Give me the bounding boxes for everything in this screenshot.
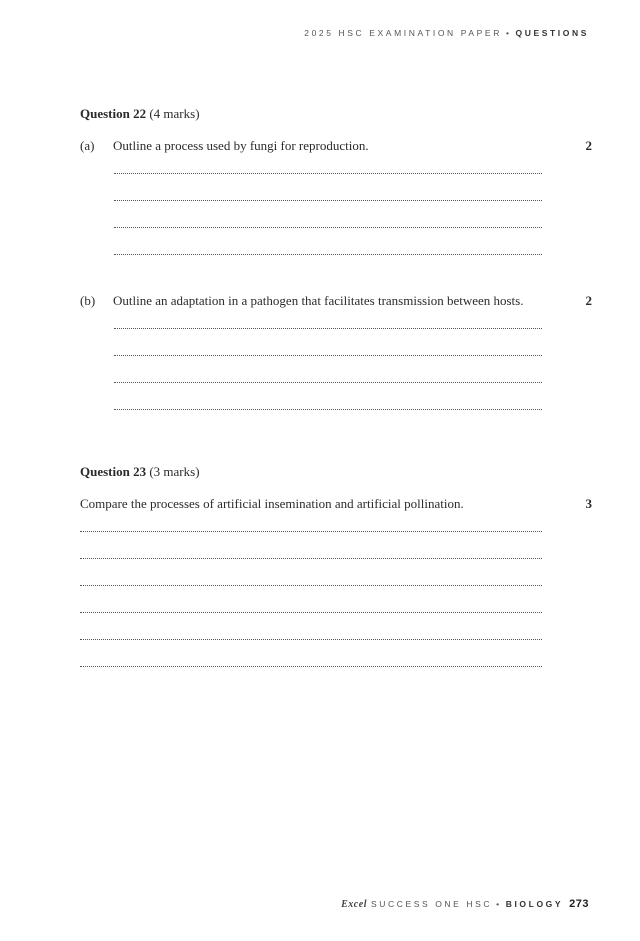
- part-label-a: (a): [80, 138, 95, 153]
- subject-label: BIOLOGY: [505, 899, 564, 909]
- brand-logo: Excel: [341, 899, 367, 910]
- answer-line-23-4[interactable]: [80, 612, 542, 613]
- answer-line-22b-2[interactable]: [114, 355, 542, 356]
- answer-line-22b-3[interactable]: [114, 382, 542, 383]
- question-23-marks-value: 3: [585, 496, 592, 511]
- section-label: QUESTIONS: [515, 28, 589, 38]
- answer-line-22a-4[interactable]: [114, 254, 542, 255]
- question-22a-text: Outline a process used by fungi for reproduction.: [113, 138, 369, 153]
- question-23-number: Question 23: [80, 464, 147, 479]
- page-number: 273: [569, 898, 589, 910]
- part-label-b: (b): [80, 293, 96, 308]
- answer-line-23-1[interactable]: [80, 531, 542, 532]
- question-23-text: Compare the processes of artificial insemination and artificial pollination.: [80, 496, 464, 511]
- answer-line-23-6[interactable]: [80, 666, 542, 667]
- running-header: [304, 28, 589, 38]
- answer-line-22a-2[interactable]: [114, 200, 542, 201]
- answer-line-23-2[interactable]: [80, 558, 542, 559]
- question-22b-text: Outline an adaptation in a pathogen that facilitates transmission between hosts.: [113, 293, 524, 308]
- running-footer: [341, 898, 589, 910]
- header-separator: •: [505, 28, 512, 38]
- question-23-heading: [80, 464, 200, 480]
- question-22-number: Question 22: [80, 106, 147, 121]
- question-23-marks: (3 marks): [149, 464, 200, 479]
- question-22-marks: (4 marks): [149, 106, 200, 121]
- question-22a-marks: 2: [585, 138, 592, 153]
- question-22-heading: [80, 106, 200, 122]
- answer-line-23-5[interactable]: [80, 639, 542, 640]
- answer-line-22a-3[interactable]: [114, 227, 542, 228]
- paper-title: 2025 HSC EXAMINATION PAPER: [304, 28, 502, 38]
- series-name: SUCCESS ONE HSC: [370, 899, 493, 909]
- answer-line-22b-1[interactable]: [114, 328, 542, 329]
- footer-separator: •: [496, 899, 502, 909]
- answer-line-22a-1[interactable]: [114, 173, 542, 174]
- question-22b-marks: 2: [585, 293, 592, 308]
- answer-line-23-3[interactable]: [80, 585, 542, 586]
- answer-line-22b-4[interactable]: [114, 409, 542, 410]
